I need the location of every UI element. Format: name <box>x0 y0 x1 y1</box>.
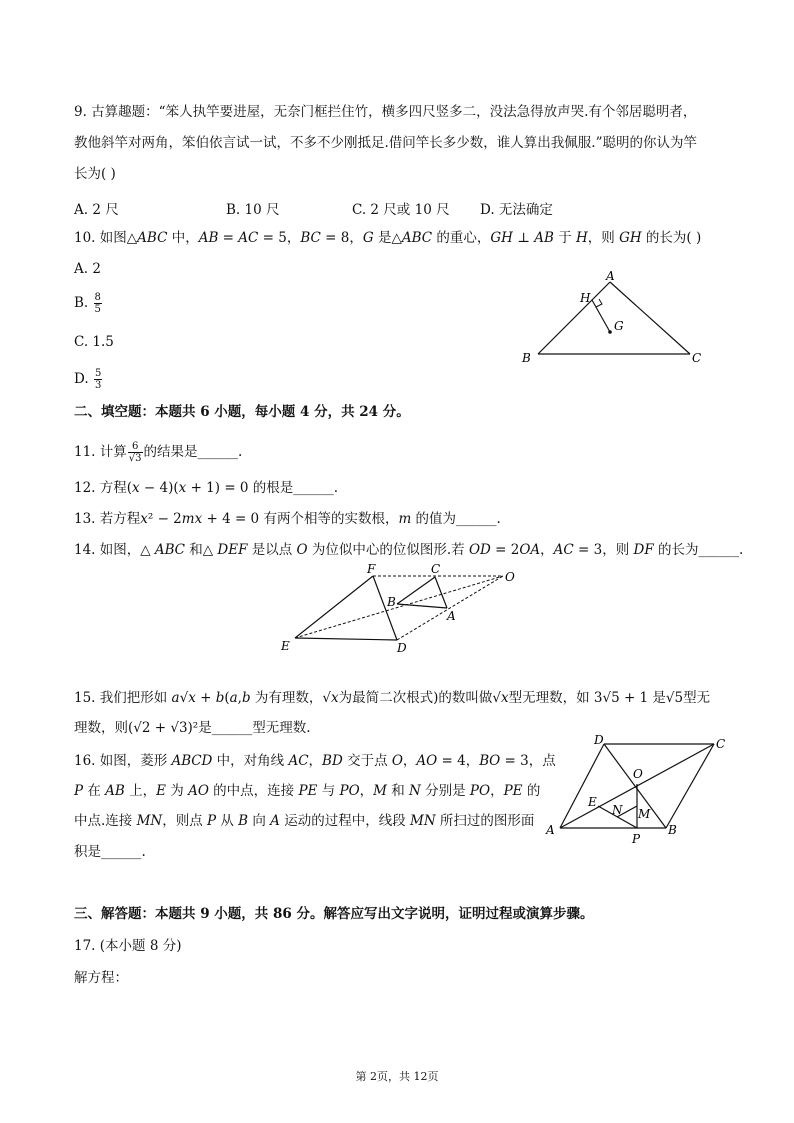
q16-label-b: B <box>668 823 677 837</box>
q14-label-a: A <box>447 609 456 623</box>
q10-label-h: H <box>580 291 591 305</box>
q16-line3: 中点.连接 𝑀𝑁，则点 𝑃 从 𝐵 向 𝐴 运动的过程中，线段 𝑀𝑁 所扫过的图形面 <box>74 813 535 829</box>
q9-line2: 教他斜竿对两角，笨伯依言试一试，不多不少刚抵足.借问竿长多少数，谁人算出我佩服.”聪明的你认为竿 <box>74 135 697 151</box>
q15-line1: 15. 我们把形如 𝑎√𝑥 + 𝑏(𝑎,𝑏 为有理数，√𝑥为最简二次根式)的数叫做√𝑥型无理数，如 3√5 + 1 是√5型无 <box>74 690 711 706</box>
q10-label-a: A <box>606 269 615 283</box>
q10-label-g: G <box>614 319 624 333</box>
q11-text: 11. 计算 $\frac{6}{√3}$ 的结果是______. <box>74 441 243 464</box>
q12-text: 12. 方程(𝑥 − 4)(𝑥 + 1) = 0 的根是______. <box>74 480 339 496</box>
q13-text: 13. 若方程𝑥² − 2𝑚𝑥 + 4 = 0 有两个相等的实数根，𝑚 的值为______. <box>74 511 501 527</box>
q9-option-a: A. 2 尺 <box>74 202 119 218</box>
q15-line2: 理数，则(√2 + √3)²是______型无理数. <box>74 720 311 736</box>
q16-label-o: O <box>633 767 643 781</box>
q16-line2: 𝑃 在 𝐴𝐵 上，𝐸 为 𝐴𝑂 的中点，连接 𝑃𝐸 与 𝑃𝑂，𝑀 和 𝑁 分别是 𝑃𝑂，𝑃𝐸 的 <box>74 783 541 799</box>
q14-similar-figure <box>275 562 525 657</box>
q14-label-o: O <box>505 570 515 584</box>
q16-line4: 积是______. <box>74 844 146 860</box>
q9-line3: 长为( ) <box>74 166 116 182</box>
q10-triangle-figure <box>510 262 710 372</box>
q16-label-c: C <box>716 737 726 751</box>
q14-label-f: F <box>367 562 376 576</box>
q10-stem: 10. 如图△ABC 中，AB = AC = 5，BC = 8，G 是△ABC 的重心，GH ⊥ AB 于 H，则 GH 的长为( ) <box>74 230 702 246</box>
q10-option-c: C. 1.5 <box>74 334 114 350</box>
q9-option-d: D. 无法确定 <box>480 202 553 218</box>
q16-label-e: E <box>588 795 597 809</box>
q9-option-c: C. 2 尺或 10 尺 <box>352 202 450 218</box>
q10-option-d: D. $\frac{5}{3}$ <box>74 368 102 391</box>
q16-label-m: M <box>638 807 651 821</box>
q9-line1: 9. 古算趣题：“笨人执竿要进屋，无奈门框拦住竹，横多四尺竖多二，没法急得放声哭.有个邻居聪明者， <box>74 104 697 120</box>
q10-option-a: A. 2 <box>74 261 101 277</box>
q10-option-b: B. $\frac{8}{5}$ <box>74 292 101 315</box>
q16-line1: 16. 如图，菱形 𝐴𝐵𝐶𝐷 中，对角线 𝐴𝐶，𝐵𝐷 交于点 𝑂，𝐴𝑂 = 4，𝐵𝑂 = 3，点 <box>74 753 556 769</box>
q16-rhombus-figure <box>542 732 742 847</box>
q14-text: 14. 如图，△ 𝐴𝐵𝐶 和△ 𝐷𝐸𝐹 是以点 𝑂 为位似中心的位似图形.若 𝑂𝐷 = 2𝑂𝐴，𝐴𝐶 = 3，则 𝐷𝐹 的长为______. <box>74 542 744 558</box>
q9-option-b: B. 10 尺 <box>226 202 280 218</box>
q14-label-c: C <box>431 562 441 576</box>
section3-heading: 三、解答题：本题共 9 小题，共 86 分。解答应写出文字说明，证明过程或演算步骤。 <box>74 906 594 922</box>
q16-label-n: N <box>612 803 623 817</box>
section2-heading: 二、填空题：本题共 6 小题，每小题 4 分，共 24 分。 <box>74 404 410 420</box>
q16-label-d: D <box>594 733 604 747</box>
q16-label-a: A <box>546 823 555 837</box>
q17-title: 17. (本小题 8 分) <box>74 938 182 954</box>
q10-label-c: C <box>692 351 702 365</box>
q14-label-d: D <box>397 641 407 655</box>
q16-label-p: P <box>632 832 641 846</box>
q17-body: 解方程： <box>74 970 128 986</box>
q14-label-e: E <box>281 639 290 653</box>
q10-label-b: B <box>522 351 531 365</box>
page-footer: 第 2页，共 12页 <box>355 1070 439 1083</box>
q14-label-b: B <box>387 595 396 609</box>
